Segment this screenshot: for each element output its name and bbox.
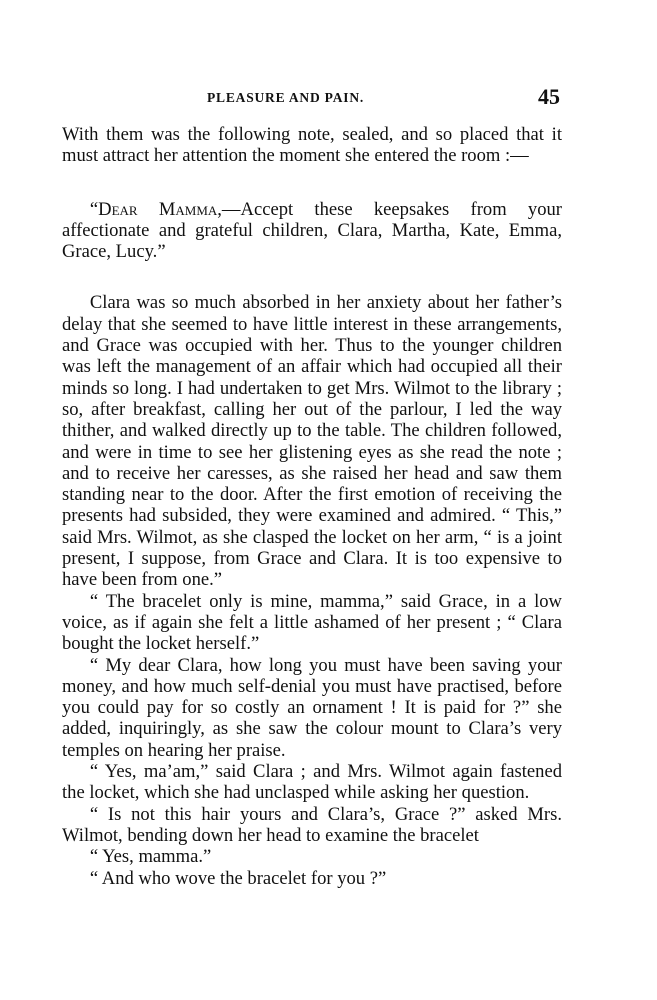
body-text — [62, 124, 562, 889]
paragraph: Clara was so much absorbed in her anxiety about her father’s delay that she seemed to have little interest in these arrangements, and Grace was occupied with her. Thus to the younger children was left the management of an affair which had occupied all their minds so long. I had undertaken to get Mrs. Wilmot to the library ; so, after breakfast, calling her out of the parlour, I led the way thither, and walked directly up to the table. The children followed, and were in time to see her glistening eyes as she read the note ; and to receive her caresses, as she raised her head and saw them standing near to the door. After the first emotion of receiving the presents had subsided, they were examined and admired. “ This,” said Mrs. Wilmot, as she clasped the locket on her arm, “ is a joint present, I suppose, from Grace and Clara. It is too expensive to have been from one.” — [62, 292, 562, 591]
spacer — [62, 167, 562, 199]
paragraph: “ Yes, ma’am,” said Clara ; and Mrs. Wilmot again fastened the locket, which she had unclasped while asking her question. — [62, 761, 562, 804]
paragraph: “ And who wove the bracelet for you ?” — [89, 867, 387, 889]
running-title: PLEASURE AND PAIN. — [207, 90, 365, 105]
spacer — [62, 262, 562, 292]
page-number: 45 — [538, 84, 560, 109]
paragraph: “ The bracelet only is mine, mamma,” said Grace, in a low voice, as if again she felt a little ashamed of her present ; “ Clara bought the locket herself.” — [62, 590, 562, 655]
letter-text: —Accept these keepsakes from your affectionate and grateful children, Clara, Martha, Kate, Emma, Grace, Lucy.” — [62, 198, 562, 263]
paragraph: “ My dear Clara, how long you must have been saving your money, and how much self-denial you must have practised, before you could pay for so costly an ornament ! It is paid for ?” she added, inquiringly, as she saw the colour mount to Clara’s very temples on hearing her praise. — [62, 654, 562, 761]
letter-open-quote: “ — [89, 198, 99, 220]
paragraph-intro: With them was the following note, sealed, and so placed that it must attract her attention the moment she entered the room :— — [62, 124, 562, 167]
letter-quote — [62, 199, 562, 263]
paragraph: “ Yes, mamma.” — [89, 846, 212, 868]
page-header — [62, 84, 562, 112]
letter-salutation: Dear Mamma, — [98, 198, 222, 220]
paragraph: “ Is not this hair yours and Clara’s, Grace ?” asked Mrs. Wilmot, bending down her head to examine the bracelet — [62, 803, 562, 846]
